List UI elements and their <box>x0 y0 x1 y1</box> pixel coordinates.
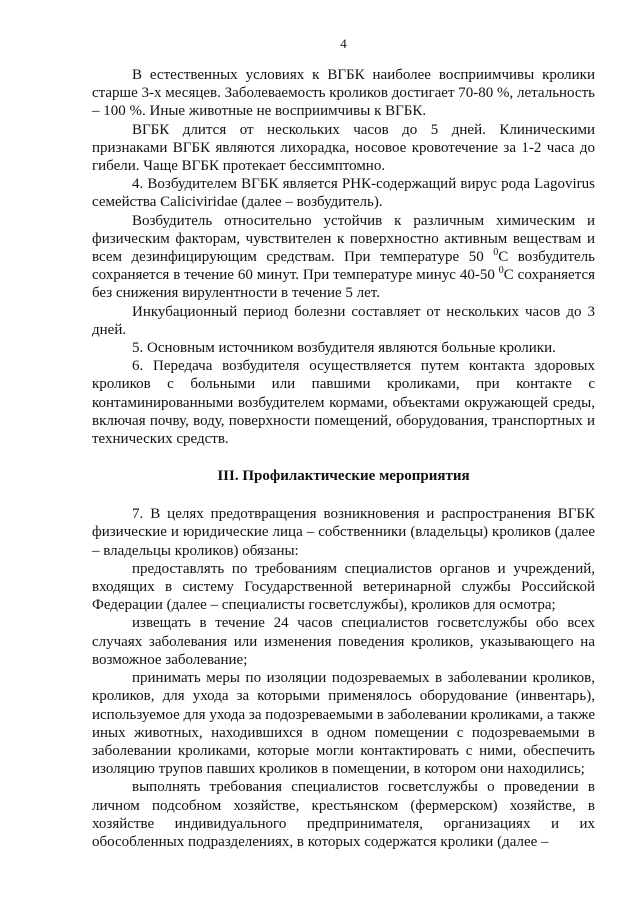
paragraph-susceptibility: В естественных условиях к ВГБК наиболее восприимчивы кролики старше 3-х месяцев. Заболеваемость кроликов достигает 70-80 %, летальность – 100 %. Иные животные не восприимчивы к ВГБК. <box>92 67 595 120</box>
paragraph-pathogen: 4. Возбудителем ВГБК является РНК-содержащий вирус рода Lagovirus семейства Caliciviridae (далее – возбудитель). <box>92 176 595 211</box>
degree-mark-1: 0 <box>493 247 499 259</box>
paragraph-obligation-provide: предоставлять по требованиям специалистов органов и учреждений, входящих в систему Государственной ветеринарной службы Российской Федерации (далее – специалисты госветслужбы), кроликов для осмотра; <box>92 560 595 614</box>
document-page <box>92 36 595 851</box>
page-number: 4 <box>340 36 347 51</box>
paragraph-duration: ВГБК длится от нескольких часов до 5 дней. Клиническими признаками ВГБК являются лихорадка, носовое кровотечение за 1-2 часа до гибели. Чаще ВГБК протекает бессимптомно. <box>92 121 595 175</box>
paragraph-source: 5. Основным источником возбудителя являются больные кролики. <box>132 340 556 357</box>
resistance-text-1: Возбудитель относительно устойчив к различным химическим и физическим факторам, чувствителен к поверхностно активным веществам и всем дезинфицирующим средствам. При температуре 50 <box>92 212 595 266</box>
paragraph-obligations-intro: 7. В целях предотвращения возникновения и распространения ВГБК физические и юридические лица – собственники (владельцы) кроликов (далее – владельцы кроликов) обязаны: <box>92 506 595 559</box>
paragraph-obligation-isolate: принимать меры по изоляции подозреваемых в заболевании кроликов, кроликов, для ухода за которыми применялось оборудование (инвентарь), используемое для ухода за подозреваемыми в заболевании кроликами, а также иных животных, находившихся в одном помещении с подозреваемыми в заболевании кроликами, которые могли контактировать с ними, обеспечить изоляцию трупов павших кроликов в помещении, в котором они находились; <box>92 670 595 778</box>
paragraph-incubation: Инкубационный период болезни составляет от нескольких часов до 3 дней. <box>92 303 595 338</box>
section-heading: III. Профилактические мероприятия <box>217 468 470 485</box>
resistance-text-3: С сохраняется без снижения вирулентности в течение 5 лет. <box>92 267 595 302</box>
paragraph-obligation-notify: извещать в течение 24 часов специалистов госветслужбы обо всех случаях заболевания или изменения поведения кроликов, указывающего на возможное заболевание; <box>92 615 595 668</box>
paragraph-obligation-comply: выполнять требования специалистов госветслужбы о проведении в личном подсобном хозяйстве, крестьянском (фермерском) хозяйстве, в хозяйстве индивидуального предпринимателя, организациях и их обособленных подразделениях, в которых содержатся кролики (далее – <box>92 779 595 850</box>
paragraph-resistance <box>92 212 595 303</box>
paragraph-transmission: 6. Передача возбудителя осуществляется путем контакта здоровых кроликов с больными или павшими кроликами, при контакте с контаминированными возбудителем кормами, объектами окружающей среды, включая почву, воду, поверхности помещений, оборудования, транспортных и технических средств. <box>92 358 595 448</box>
degree-mark-2: 0 <box>498 265 504 277</box>
resistance-text-2: С возбудитель сохраняется в течение 60 минут. При температуре минус 40-50 <box>92 249 595 284</box>
